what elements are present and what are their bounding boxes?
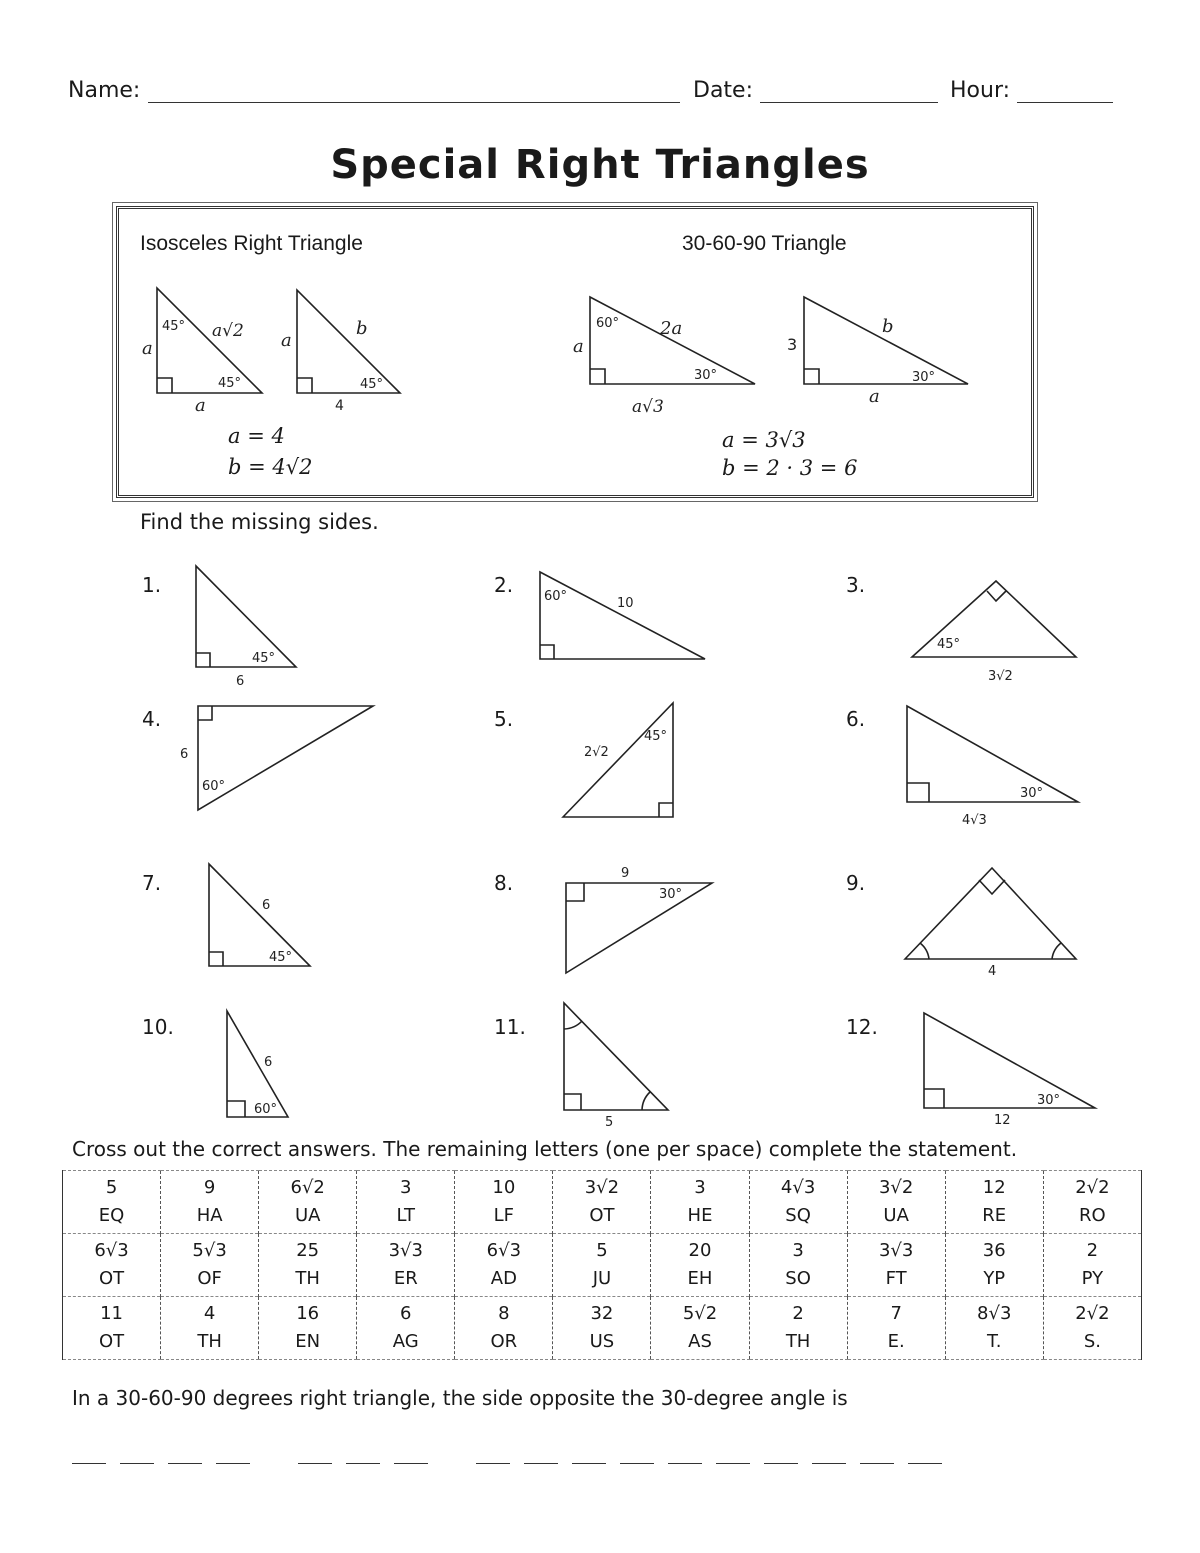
answer-cell[interactable] [847, 1234, 945, 1297]
answer-value: 5√3 [192, 1240, 227, 1261]
problem-2-side: 10 [617, 596, 634, 611]
triangle-8 [566, 883, 712, 973]
triangle-7 [209, 864, 310, 966]
right-angle-mark [196, 653, 210, 667]
ref-side-label: a√3 [632, 397, 664, 417]
answer-letters: SQ [785, 1205, 811, 1226]
answer-cell[interactable] [357, 1297, 455, 1360]
answer-cell[interactable] [455, 1171, 553, 1234]
answer-row [63, 1171, 1142, 1234]
right-angle-mark [227, 1101, 245, 1117]
thirty-sixty-heading: 30-60-90 Triangle [682, 232, 847, 255]
ref-side-label: b [882, 316, 894, 337]
answer-letters: EQ [98, 1205, 125, 1226]
answer-letters: RE [982, 1205, 1007, 1226]
triangle-6 [907, 706, 1078, 802]
answer-value: 6√2 [290, 1177, 325, 1198]
answer-cell[interactable] [749, 1234, 847, 1297]
answer-cell[interactable] [651, 1297, 749, 1360]
answer-letters: OT [98, 1331, 125, 1352]
problem-12-angle: 30° [1037, 1093, 1061, 1108]
answer-blank[interactable] [716, 1463, 750, 1464]
right-angle-mark [804, 369, 819, 384]
answer-letters: TH [197, 1331, 222, 1352]
answer-letters: AS [688, 1331, 712, 1352]
answer-value: 20 [688, 1240, 712, 1261]
triangle-4 [198, 706, 373, 810]
answer-blank[interactable] [668, 1463, 702, 1464]
answer-letters: YP [983, 1268, 1006, 1289]
problem-2-number: 2. [494, 573, 514, 597]
problem-8-side: 9 [621, 866, 630, 881]
answer-value: 9 [203, 1177, 216, 1198]
answer-value: 5√2 [682, 1303, 718, 1324]
problem-11-side: 5 [605, 1115, 614, 1130]
answer-letters: UA [883, 1205, 909, 1226]
cross-out-instructions: Cross out the correct answers. The remaining letters (one per space) complete the statement. [72, 1137, 1018, 1161]
answer-blank[interactable] [120, 1463, 154, 1464]
right-angle-mark [297, 378, 312, 393]
answer-letters: AD [490, 1268, 517, 1289]
answer-blank[interactable] [860, 1463, 894, 1464]
problem-3-angle: 45° [937, 637, 961, 652]
answer-letters: TH [295, 1268, 320, 1289]
answer-letters: OR [490, 1331, 518, 1352]
answer-cell[interactable] [357, 1234, 455, 1297]
ref-side-label: a [281, 330, 292, 351]
problem-12-number: 12. [846, 1015, 878, 1039]
problem-7-angle: 45° [269, 950, 293, 965]
answer-value: 6√3 [486, 1240, 522, 1261]
right-angle-mark [209, 952, 223, 966]
answer-cell[interactable] [553, 1297, 651, 1360]
angle-arc [1052, 943, 1061, 959]
answer-value: 2 [1086, 1240, 1099, 1261]
answer-cell[interactable] [651, 1234, 749, 1297]
answer-cell[interactable] [945, 1171, 1043, 1234]
ref-side-label: a [869, 386, 880, 407]
answer-blank[interactable] [572, 1463, 606, 1464]
answer-value: 5 [596, 1240, 608, 1261]
ref-side-label: a [573, 336, 584, 357]
answer-value: 6 [400, 1303, 412, 1324]
problem-9-side: 4 [988, 964, 997, 979]
answer-value: 12 [982, 1177, 1006, 1198]
answer-value: 25 [296, 1240, 320, 1261]
answer-letters: FT [885, 1268, 907, 1289]
right-angle-mark [540, 645, 554, 659]
answer-value: 3√2 [878, 1177, 914, 1198]
problem-10-side: 6 [264, 1055, 273, 1070]
problem-6-side: 4√3 [962, 813, 987, 828]
page-title: Special Right Triangles [330, 142, 870, 188]
problem-10-number: 10. [142, 1015, 174, 1039]
angle-arc [920, 943, 929, 959]
answer-blank[interactable] [72, 1463, 106, 1464]
problem-12-side: 12 [994, 1113, 1011, 1128]
problem-1-angle: 45° [252, 651, 276, 666]
answer-value: 3 [792, 1240, 804, 1261]
problem-8-number: 8. [494, 871, 514, 895]
answer-letters: LF [493, 1205, 515, 1226]
answer-cell[interactable] [63, 1234, 161, 1297]
answer-letters: HE [687, 1205, 713, 1226]
ref-angle-label: 60° [596, 316, 620, 331]
right-angle-mark [987, 591, 1006, 601]
problem-4-side: 6 [180, 747, 189, 762]
answer-value: 3√2 [584, 1177, 620, 1198]
ref-angle-label: 45° [218, 376, 242, 391]
ref-side-label: a [195, 395, 206, 416]
right-angle-mark [564, 1094, 581, 1110]
problem-8-angle: 30° [659, 887, 683, 902]
answer-blank[interactable] [764, 1463, 798, 1464]
answer-value: 3√3 [878, 1240, 914, 1261]
answer-value: 36 [982, 1240, 1006, 1261]
answer-letters: EH [687, 1268, 713, 1289]
answer-blank[interactable] [346, 1463, 380, 1464]
ref-angle-label: 45° [360, 377, 384, 392]
problem-1-number: 1. [142, 573, 162, 597]
answer-table [62, 1170, 1142, 1360]
answer-cell[interactable] [63, 1297, 161, 1360]
answer-letters: S. [1083, 1331, 1101, 1352]
answer-cell[interactable] [63, 1171, 161, 1234]
answer-blank[interactable] [394, 1463, 428, 1464]
306090-answer-b: b = 2 · 3 = 6 [722, 456, 858, 480]
answer-letters: ER [393, 1268, 418, 1289]
answer-letters: OF [197, 1268, 222, 1289]
answer-value: 3√3 [388, 1240, 423, 1261]
answer-blank[interactable] [168, 1463, 202, 1464]
ref-angle-label: 30° [912, 370, 936, 385]
problem-3-number: 3. [846, 573, 866, 597]
answer-letters: RO [1079, 1205, 1106, 1226]
answer-letters: AG [392, 1331, 419, 1352]
answer-cell[interactable] [455, 1234, 553, 1297]
isosceles-heading: Isosceles Right Triangle [140, 232, 363, 255]
instructions: Find the missing sides. [140, 510, 379, 534]
answer-cell[interactable] [1043, 1234, 1141, 1297]
triangle-2 [540, 572, 705, 659]
problem-1-side: 6 [236, 674, 245, 689]
answer-cell[interactable] [847, 1171, 945, 1234]
problem-7-number: 7. [142, 871, 162, 895]
hour-label: Hour: [950, 78, 1011, 103]
answer-value: 2√2 [1075, 1303, 1110, 1324]
problem-10-angle: 60° [254, 1102, 278, 1117]
answer-value: 7 [890, 1303, 902, 1324]
answer-value: 10 [492, 1177, 516, 1198]
answer-value: 4 [203, 1303, 216, 1324]
problem-6-number: 6. [846, 707, 866, 731]
answer-blank[interactable] [908, 1463, 942, 1464]
iso-answer-b: b = 4√2 [228, 455, 313, 479]
answer-letters: JU [592, 1268, 612, 1289]
answer-cell[interactable] [455, 1297, 553, 1360]
problem-2-angle: 60° [544, 589, 568, 604]
answer-cell[interactable] [749, 1297, 847, 1360]
ref-angle-label: 30° [694, 368, 718, 383]
problem-5-number: 5. [494, 707, 514, 731]
angle-arc [642, 1092, 650, 1110]
iso-answer-a: a = 4 [228, 424, 285, 448]
triangle-5 [563, 703, 673, 817]
ref-side-label: 4 [335, 398, 344, 414]
answer-cell[interactable] [651, 1171, 749, 1234]
answer-cell[interactable] [259, 1171, 357, 1234]
ref-side-label: 2a [660, 318, 683, 339]
ref-side-label: b [356, 318, 368, 339]
answer-blank[interactable] [812, 1463, 846, 1464]
answer-blank[interactable] [216, 1463, 250, 1464]
answer-letters: LT [396, 1205, 416, 1226]
answer-cell[interactable] [161, 1234, 259, 1297]
ref-angle-label: 45° [162, 319, 186, 334]
answer-value: 8√3 [977, 1303, 1012, 1324]
right-angle-mark [566, 883, 584, 901]
answer-value: 8 [498, 1303, 510, 1324]
problem-5-side: 2√2 [584, 745, 609, 760]
answer-value: 6√3 [94, 1240, 129, 1261]
answer-blank[interactable] [620, 1463, 654, 1464]
date-label: Date: [693, 78, 753, 103]
answer-value: 3 [694, 1177, 706, 1198]
answer-letters: OT [589, 1205, 615, 1226]
problem-4-number: 4. [142, 707, 162, 731]
ref-306090-triangle-2 [804, 297, 968, 384]
answer-cell[interactable] [161, 1171, 259, 1234]
problem-5-angle: 45° [644, 729, 668, 744]
right-angle-mark [924, 1089, 944, 1108]
triangle-12 [924, 1013, 1095, 1108]
answer-letters: TH [785, 1331, 811, 1352]
answer-value: 5 [105, 1177, 118, 1198]
answer-letters: HA [196, 1205, 223, 1226]
right-angle-mark [907, 783, 929, 802]
problem-7-side: 6 [262, 898, 271, 913]
answer-value: 11 [100, 1303, 123, 1324]
answer-cell[interactable] [945, 1297, 1043, 1360]
problem-6-angle: 30° [1020, 786, 1044, 801]
answer-cell[interactable] [357, 1171, 455, 1234]
problem-9-number: 9. [846, 871, 866, 895]
answer-letters: UA [294, 1205, 321, 1226]
answer-letters: OT [98, 1268, 125, 1289]
ref-side-label: a [142, 338, 153, 359]
answer-cell[interactable] [259, 1234, 357, 1297]
answer-cell[interactable] [847, 1297, 945, 1360]
answer-cell[interactable] [161, 1297, 259, 1360]
problem-4-angle: 60° [202, 779, 226, 794]
triangle-1 [196, 566, 296, 667]
angle-arc [564, 1021, 582, 1029]
name-label: Name: [68, 78, 141, 103]
answer-value: 32 [590, 1303, 614, 1324]
answer-letters: US [589, 1331, 615, 1352]
answer-cell[interactable] [259, 1297, 357, 1360]
answer-cell[interactable] [945, 1234, 1043, 1297]
answer-value: 2√2 [1075, 1177, 1110, 1198]
answer-cell[interactable] [553, 1234, 651, 1297]
answer-letters: PY [1081, 1268, 1104, 1289]
ref-side-label: 3 [787, 335, 798, 354]
right-angle-mark [157, 378, 172, 393]
answer-row [63, 1297, 1142, 1360]
problem-3-side: 3√2 [988, 669, 1013, 684]
answer-value: 3 [400, 1177, 412, 1198]
answer-blank[interactable] [298, 1463, 332, 1464]
answer-cell[interactable] [749, 1171, 847, 1234]
right-angle-mark [659, 803, 673, 817]
answer-cell[interactable] [553, 1171, 651, 1234]
problem-11-number: 11. [494, 1015, 526, 1039]
statement-text: In a 30-60-90 degrees right triangle, the side opposite the 30-degree angle is [72, 1386, 848, 1410]
right-angle-mark [979, 880, 1005, 894]
answer-blank[interactable] [524, 1463, 558, 1464]
answer-blank[interactable] [476, 1463, 510, 1464]
answer-row [63, 1234, 1142, 1297]
answer-cell[interactable] [1043, 1171, 1141, 1234]
answer-letters: E. [887, 1331, 905, 1352]
answer-letters: EN [295, 1331, 321, 1352]
right-angle-mark [590, 369, 605, 384]
answer-value: 16 [296, 1303, 320, 1324]
answer-letters: SO [785, 1268, 811, 1289]
ref-side-label: a√2 [212, 321, 244, 341]
306090-answer-a: a = 3√3 [722, 428, 806, 452]
answer-value: 2 [792, 1303, 804, 1324]
answer-value: 4√3 [780, 1177, 816, 1198]
right-angle-mark [198, 706, 212, 720]
ref-306090-triangle-1 [590, 297, 755, 384]
answer-letters: T. [986, 1331, 1002, 1352]
answer-cell[interactable] [1043, 1297, 1141, 1360]
triangle-9 [905, 868, 1076, 959]
